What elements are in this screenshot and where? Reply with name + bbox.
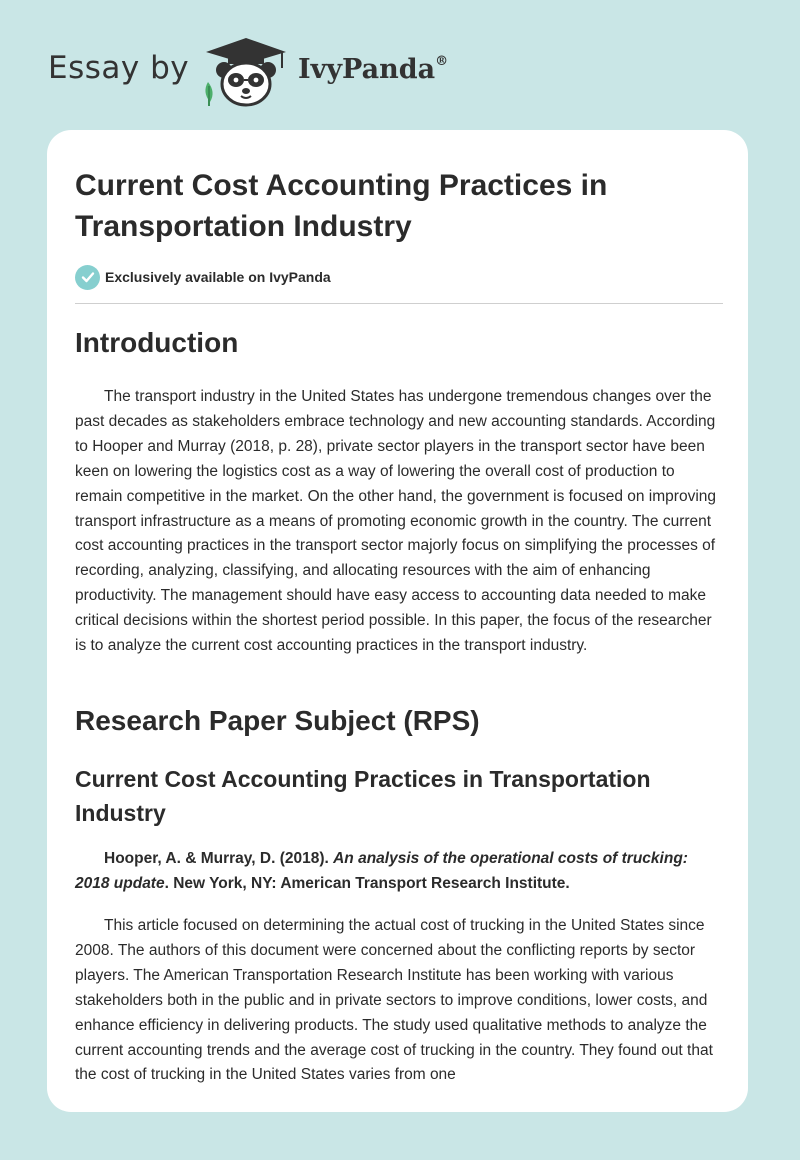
reference-publisher: . New York, NY: American Transport Research Institute. — [164, 874, 570, 892]
section-heading-rps: Research Paper Subject (RPS) — [75, 705, 480, 736]
registered-mark: ® — [435, 54, 449, 69]
introduction-paragraph: The transport industry in the United States has undergone tremendous changes over the past decades as stakeholders embrace technology and new accounting standards. According to Hooper and Murray (2018, p. 28), private sector players in the transport sector have been keen on lowering the logistics cost as a way of lowering the overall cost of production to remain competitive in the market. On the other hand, the government is focused on improving transport infrastructure as a means of promoting economic growth in the country. The current cost accounting practices in the transport sector majorly focus on simplifying the processes of recording, analyzing, classifying, and allocating resources with the aim of enhancing productivity. The management should have easy access to accounting data needed to make critical decisions within the shortest period possible. In this paper, the focus of the researcher is to analyze the current cost accounting practices in the transport industry. — [75, 388, 717, 655]
panda-graduate-icon[interactable] — [198, 34, 294, 110]
essay-by-label: Essay by — [48, 50, 190, 86]
reference-title: An analysis of the operational costs of trucking: 2018 update — [75, 850, 688, 892]
article-card — [47, 130, 748, 1112]
exclusive-badge-label: Exclusively available on IvyPanda — [105, 269, 331, 285]
brand-text: IvyPanda — [298, 54, 436, 85]
reference-authors: Hooper, A. & Murray, D. (2018). — [104, 850, 334, 867]
rps-subheading: Current Cost Accounting Practices in Transportation Industry — [75, 766, 651, 826]
reference-citation — [75, 847, 723, 897]
section-heading-introduction: Introduction — [75, 327, 239, 358]
brand-name[interactable] — [298, 54, 448, 85]
checkmark-icon — [75, 265, 100, 290]
title-divider — [75, 303, 723, 304]
site-header — [0, 0, 800, 130]
exclusive-badge — [75, 264, 331, 290]
rps-paragraph: This article focused on determining the actual cost of trucking in the United States since 2008. The authors of this document were concerned about the conflicting reports by sector players. The American Transportation Research Institute has been working with various stakeholders both in the public and in private sectors to improve conditions, lower costs, and enhance efficiency in delivering products. The study used qualitative methods to analyze the current accounting trends and the average cost of trucking in the country. They found out that the cost of trucking in the United States varies from one — [75, 917, 713, 1084]
article-title: Current Cost Accounting Practices in Transportation Industry — [75, 169, 608, 243]
